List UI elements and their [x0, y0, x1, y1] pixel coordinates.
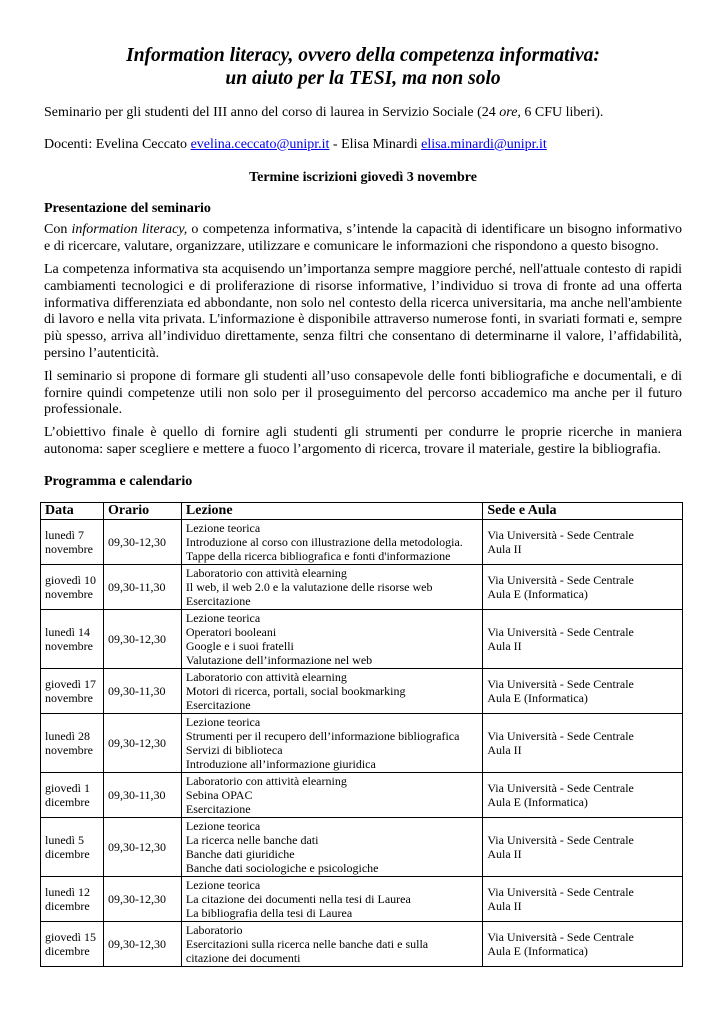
lesson-line: La ricerca nelle banche dati — [185, 832, 319, 847]
date-line: lunedì 7 — [45, 527, 84, 542]
location-line: Via Università - Sede Centrale — [487, 527, 634, 542]
column-header-sede: Sede e Aula — [483, 502, 683, 519]
date-cell — [41, 564, 104, 609]
date-line: dicembre — [45, 943, 90, 958]
location-line: Via Università - Sede Centrale — [487, 780, 634, 795]
location-line: Aula E (Informatica) — [487, 943, 588, 958]
location-cell — [483, 609, 683, 668]
table-row — [41, 668, 683, 713]
lesson-line: Lezione teorica — [185, 714, 261, 729]
table-row — [41, 609, 683, 668]
email-link-minardi[interactable]: elisa.minardi@unipr.it — [421, 136, 547, 152]
date-line: dicembre — [45, 898, 90, 913]
date-line: novembre — [45, 586, 93, 601]
lesson-line: citazione dei documenti — [185, 950, 301, 965]
location-cell — [483, 713, 683, 772]
location-line: Via Università - Sede Centrale — [487, 676, 634, 691]
docenti-label: Docenti: Evelina Ceccato — [44, 136, 191, 152]
lesson-line: Strumenti per il recupero dell’informazione bibliografica — [185, 728, 460, 743]
lesson-line: Il web, il web 2.0 e la valutazione delle risorse web — [185, 579, 433, 594]
location-line: Aula II — [487, 898, 522, 913]
lesson-line: Tappe della ricerca bibliografica e fonti d'informazione — [185, 548, 451, 563]
lesson-line: Operatori booleani — [185, 624, 277, 639]
date-cell — [41, 921, 104, 966]
date-cell — [41, 668, 104, 713]
location-cell — [483, 519, 683, 564]
location-cell — [483, 668, 683, 713]
date-line: lunedì 12 — [45, 884, 90, 899]
lesson-cell — [181, 564, 482, 609]
lesson-line: Banche dati giuridiche — [185, 846, 295, 861]
location-cell — [483, 921, 683, 966]
lesson-cell — [181, 876, 482, 921]
lesson-line: Sebina OPAC — [185, 787, 253, 802]
lesson-line: Motori di ricerca, portali, social bookmarking — [185, 683, 406, 698]
date-line: dicembre — [45, 794, 90, 809]
table-row — [41, 921, 683, 966]
location-line: Via Università - Sede Centrale — [487, 728, 634, 743]
lesson-line: Introduzione al corso con illustrazione della metodologia. — [185, 534, 463, 549]
lesson-line: Esercitazione — [185, 697, 251, 712]
column-header-data: Data — [41, 502, 104, 519]
time-cell: 09,30-11,30 — [103, 564, 181, 609]
time-cell: 09,30-12,30 — [103, 609, 181, 668]
lesson-line: Laboratorio — [185, 922, 243, 937]
time-cell: 09,30-12,30 — [103, 921, 181, 966]
date-cell — [41, 817, 104, 876]
location-line: Via Università - Sede Centrale — [487, 884, 634, 899]
p1-before: Con — [44, 222, 72, 238]
lesson-cell — [181, 921, 482, 966]
time-cell: 09,30-12,30 — [103, 876, 181, 921]
date-line: lunedì 14 — [45, 624, 90, 639]
location-line: Via Università - Sede Centrale — [487, 832, 634, 847]
lesson-line: Laboratorio con attività elearning — [185, 773, 347, 788]
date-cell — [41, 772, 104, 817]
location-line: Aula II — [487, 541, 522, 556]
programma-heading: Programma e calendario — [44, 473, 193, 489]
table-row — [41, 519, 683, 564]
time-cell: 09,30-12,30 — [103, 817, 181, 876]
location-line: Via Università - Sede Centrale — [487, 572, 634, 587]
lesson-line: Introduzione all’informazione giuridica — [185, 756, 376, 771]
presentazione-paragraph-3: Il seminario si propone di formare gli studenti all’uso consapevole delle fonti bibliografiche e documentali, e di fornire quindi competenze utili non solo per il proseguimento del percorso accademico ma anche per il futuro professionale. — [44, 368, 682, 418]
date-cell — [41, 519, 104, 564]
table-row — [41, 772, 683, 817]
location-cell — [483, 564, 683, 609]
location-line: Aula II — [487, 742, 522, 757]
date-line: novembre — [45, 541, 93, 556]
schedule-table — [40, 502, 683, 967]
intro-ore: ore, — [499, 105, 521, 120]
lesson-cell — [181, 817, 482, 876]
lesson-line: Lezione teorica — [185, 520, 261, 535]
location-line: Aula II — [487, 846, 522, 861]
lesson-line: Esercitazione — [185, 593, 251, 608]
lesson-line: Valutazione dell’informazione nel web — [185, 652, 373, 667]
location-line: Aula E (Informatica) — [487, 794, 588, 809]
lesson-line: Esercitazione — [185, 801, 251, 816]
document-page — [44, 44, 682, 967]
column-header-orario: Orario — [103, 502, 181, 519]
date-line: giovedì 10 — [45, 572, 96, 587]
date-line: lunedì 28 — [45, 728, 90, 743]
p1-italic: information literacy, — [71, 222, 188, 238]
location-line: Aula E (Informatica) — [487, 586, 588, 601]
lesson-line: Laboratorio con attività elearning — [185, 669, 347, 684]
lesson-cell — [181, 713, 482, 772]
lesson-line: Lezione teorica — [185, 877, 261, 892]
intro-text-before: Seminario per gli studenti del III anno del corso di laurea in Servizio Sociale (24 — [44, 105, 500, 120]
p1-after: o competenza informativa, s’intende la capacità di identificare un bisogno informativo e di ricercare, valutare, organizzare, utilizzare e comunicare le informazioni che rispondono a questo bisogno. — [44, 222, 682, 255]
time-cell: 09,30-11,30 — [103, 772, 181, 817]
registration-deadline: Termine iscrizioni giovedì 3 novembre — [249, 169, 477, 185]
time-cell: 09,30-12,30 — [103, 713, 181, 772]
lesson-line: La citazione dei documenti nella tesi di Laurea — [185, 891, 411, 906]
time-cell: 09,30-11,30 — [103, 668, 181, 713]
schedule-body — [41, 519, 683, 966]
lesson-cell — [181, 772, 482, 817]
location-cell — [483, 772, 683, 817]
lesson-cell — [181, 609, 482, 668]
location-cell — [483, 876, 683, 921]
date-cell — [41, 609, 104, 668]
lesson-line: Google e i suoi fratelli — [185, 638, 294, 653]
date-line: novembre — [45, 690, 93, 705]
time-cell: 09,30-12,30 — [103, 519, 181, 564]
location-line: Via Università - Sede Centrale — [487, 624, 634, 639]
lesson-line: La bibliografia della tesi di Laurea — [185, 905, 353, 920]
table-row — [41, 713, 683, 772]
presentazione-heading: Presentazione del seminario — [44, 201, 211, 217]
lesson-cell — [181, 668, 482, 713]
lesson-line: Banche dati sociologiche e psicologiche — [185, 860, 379, 875]
date-cell — [41, 713, 104, 772]
table-row — [41, 876, 683, 921]
title-line-2: un aiuto per la TESI, ma non solo — [225, 68, 501, 89]
location-line: Via Università - Sede Centrale — [487, 929, 634, 944]
schedule-header-row — [41, 502, 683, 519]
intro-paragraph — [44, 105, 682, 122]
date-line: novembre — [45, 638, 93, 653]
title-line-1: Information literacy, ovvero della competenza informativa: — [126, 45, 600, 66]
presentazione-paragraph-1 — [44, 222, 682, 256]
location-line: Aula E (Informatica) — [487, 690, 588, 705]
date-line: lunedì 5 — [45, 832, 84, 847]
lesson-line: Servizi di biblioteca — [185, 742, 283, 757]
docenti-line — [44, 137, 682, 154]
lesson-line: Laboratorio con attività elearning — [185, 565, 347, 580]
date-line: giovedì 15 — [45, 929, 96, 944]
docenti-separator: - Elisa Minardi — [329, 136, 422, 152]
lesson-line: Lezione teorica — [185, 818, 261, 833]
lesson-cell — [181, 519, 482, 564]
date-line: dicembre — [45, 846, 90, 861]
table-row — [41, 817, 683, 876]
lesson-line: Lezione teorica — [185, 610, 261, 625]
presentazione-paragraph-2: La competenza informativa sta acquisendo un’importanza sempre maggiore perché, nell'attuale contesto di rapidi cambiamenti tecnologici e di proliferazione di risorse informative, l’individuo si trova di fronte ad una offerta informativa differenziata ed abbondante, non solo nel contesto della ricerca universitaria, ma anche nell'ambiente di lavoro e nella vita privata. L'informazione è disponibile attraverso numerose fonti, in svariati formati e, sempre più spesso, arriva all’individuo direttamente, senza filtri che consentano di determinarne il valore, l’affidabilità, persino l’autenticità. — [44, 261, 682, 361]
date-cell — [41, 876, 104, 921]
date-line: giovedì 1 — [45, 780, 90, 795]
column-header-lezione: Lezione — [181, 502, 482, 519]
presentazione-paragraph-4: L’obiettivo finale è quello di fornire agli studenti gli strumenti per condurre le proprie ricerche in maniera autonoma: saper scegliere e mettere a fuoco l’argomento di ricerca, trovare il materiale, gestire la bibliografia. — [44, 425, 682, 457]
lesson-line: Esercitazioni sulla ricerca nelle banche dati e sulla — [185, 936, 429, 951]
document-title — [44, 44, 682, 90]
date-line: giovedì 17 — [45, 676, 96, 691]
intro-text-after: 6 CFU liberi). — [520, 105, 604, 120]
location-cell — [483, 817, 683, 876]
location-line: Aula II — [487, 638, 522, 653]
date-line: novembre — [45, 742, 93, 757]
table-row — [41, 564, 683, 609]
email-link-ceccato[interactable]: evelina.ceccato@unipr.it — [190, 136, 330, 152]
